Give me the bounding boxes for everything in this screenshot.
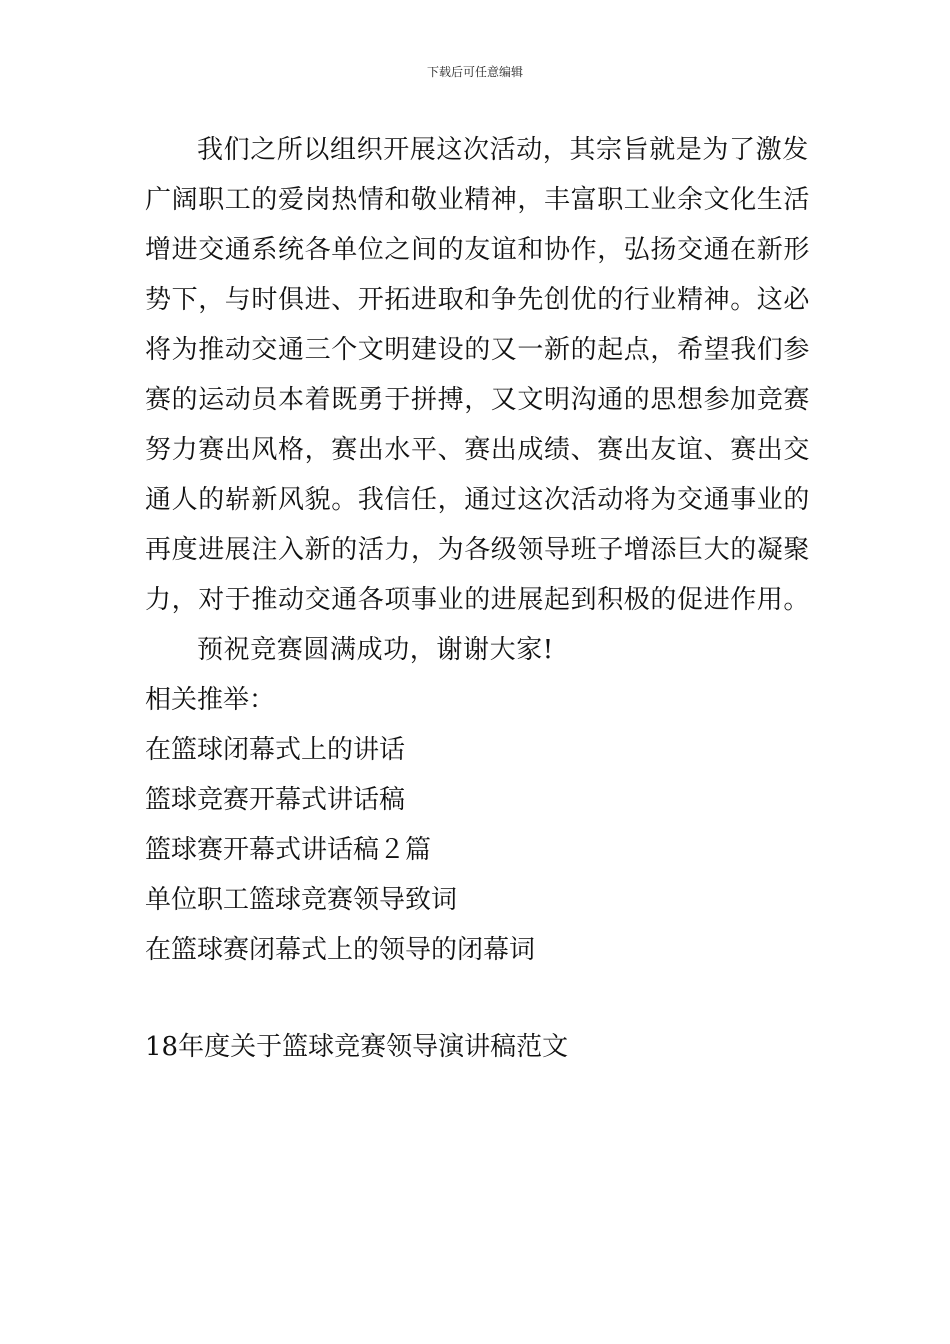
paragraph-line: 将为推动交通三个文明建设的又一新的起点，希望我们参 [145,335,811,365]
paragraph-line: 增进交通系统各单位之间的友谊和协作，弘扬交通在新形 [145,235,811,265]
paragraph-line: 努力赛出风格，赛出水平、赛出成绩、赛出友谊、赛出交 [145,435,811,465]
related-list [145,725,815,975]
document-footer-title: 18年度关于篮球竞赛领导演讲稿范文 [145,1032,569,1062]
paragraph-line: 力，对于推动交通各项事业的进展起到积极的促进作用。 [145,585,811,615]
paragraph-line: 再度进展注入新的活力，为各级领导班子增添巨大的凝聚 [145,535,811,565]
paragraph-line: 势下，与时俱进、开拓进取和争先创优的行业精神。这必 [145,285,811,315]
related-link[interactable]: 单位职工篮球竞赛领导致词 [145,885,458,915]
paragraph-line: 赛的运动员本着既勇于拼搏，又文明沟通的思想参加竞赛 [145,385,811,415]
related-link[interactable]: 在篮球赛闭幕式上的领导的闭幕词 [145,935,536,965]
related-heading: 相关推举： [145,685,276,715]
paragraph-line: 我们之所以组织开展这次活动，其宗旨就是为了激发 [197,135,809,165]
paragraph-line: 广阔职工的爱岗热情和敬业精神，丰富职工业余文化生活 [145,185,811,215]
related-link[interactable]: 在篮球闭幕式上的讲话 [145,735,406,765]
header-note: 下载后可任意编辑 [426,65,523,79]
closing-greeting: 预祝竞赛圆满成功，谢谢大家! [197,635,554,665]
related-link[interactable]: 篮球赛开幕式讲话稿２篇 [145,835,432,865]
paragraph-line: 通人的崭新风貌。我信任，通过这次活动将为交通事业的 [145,485,811,515]
related-link[interactable]: 篮球竞赛开幕式讲话稿 [145,785,406,815]
document-body [145,125,815,975]
